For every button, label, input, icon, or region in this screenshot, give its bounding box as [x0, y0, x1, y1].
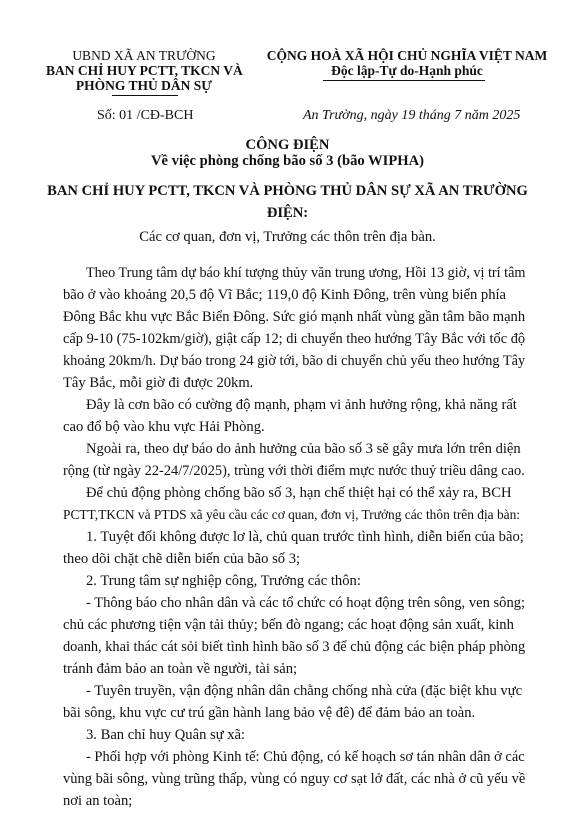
p7-line: - Thông báo cho nhân dân và các tổ chức có hoạt động trên sông, ven sông;: [86, 595, 526, 611]
document-number: Số: 01 /CĐ-BCH: [97, 108, 194, 123]
p10-line: nơi an toàn;: [63, 793, 133, 809]
motto: Độc lập-Tự do-Hạnh phúc: [331, 63, 483, 78]
p1-line: Tây Bắc, mỗi giờ đi được 20km.: [63, 375, 254, 391]
p3-line: Ngoài ra, theo dự báo do ảnh hưởng của bão số 3 sẽ gây mưa lớn trên diện: [86, 441, 521, 457]
recipients: Các cơ quan, đơn vị, Trưởng các thôn trên địa bàn.: [139, 229, 436, 245]
p1-line: cấp 9-10 (75-102km/giờ), giật cấp 12; di chuyển theo hướng Tây Bắc với tốc độ: [63, 331, 526, 347]
authority-line-1: UBND XÃ AN TRƯỜNG: [72, 48, 216, 63]
p3-line: rộng (từ ngày 22-24/7/2025), trùng với thời điểm mực nước thuỷ triều dâng cao.: [63, 463, 525, 479]
p7-line: chủ các phương tiện vận tải thủy; bến đò ngang; các hoạt động sản xuất, kinh: [63, 617, 514, 633]
p7-line: tránh đảm bảo an toàn về người, tài sản;: [63, 661, 298, 677]
p6-line: 2. Trung tâm sự nghiệp công, Trưởng các thôn:: [86, 573, 361, 589]
place-date: An Trường, ngày 19 tháng 7 năm 2025: [303, 108, 521, 123]
document-type: CÔNG ĐIỆN: [245, 137, 330, 153]
p2-line: Đây là cơn bão có cường độ mạnh, phạm vi ảnh hưởng rộng, khả năng rất: [86, 397, 517, 413]
p10-line: - Phối hợp với phòng Kinh tế: Chủ động, có kế hoạch sơ tán nhân dân ở các: [86, 749, 525, 765]
p5-line: 1. Tuyệt đối không được lơ là, chủ quan trước tình hình, diễn biến của bão;: [86, 529, 524, 545]
p8-line: - Tuyên truyền, vận động nhân dân chằng chống nhà cửa (đặc biệt khu vực: [86, 683, 523, 699]
motto-underline: [323, 80, 485, 81]
p10-line: vùng bãi sông, vùng trũng thấp, vùng có nguy cơ sạt lở đất, các nhà ở cũ yếu về: [63, 771, 526, 787]
p1-line: khoảng 20km/h. Dự báo trong 24 giờ tới, bão di chuyển chủ yếu theo hướng Tây: [63, 353, 526, 369]
p1-line: Đông Bắc khu vực Bắc Biển Đông. Sức gió mạnh nhất vùng gần tâm bão mạnh: [63, 309, 526, 325]
national-motto: [262, 48, 552, 78]
p2-line: cao đổ bộ vào khu vực Hải Phòng.: [63, 419, 265, 435]
document-subject: Về việc phòng chống bão số 3 (bão WIPHA): [151, 153, 424, 169]
issuing-authority: [46, 48, 242, 93]
p7-line: doanh, khai thác cát sỏi biết tình hình bão số 3 để chủ động các biện pháp phòng: [63, 639, 526, 655]
p4-line: PCTT,TKCN và PTDS xã yêu cầu các cơ quan, đơn vị, Trưởng các thôn trên địa bàn:: [63, 507, 521, 522]
p4-line: Để chủ động phòng chống bão số 3, hạn chế thiệt hại có thể xảy ra, BCH: [86, 485, 512, 501]
p5-line: theo dõi chặt chẽ diễn biến của bão số 3;: [63, 551, 301, 567]
dien-heading: ĐIỆN:: [266, 205, 309, 221]
issuer-heading: BAN CHỈ HUY PCTT, TKCN VÀ PHÒNG THỦ DÂN SỰ XÃ AN TRƯỜNG: [47, 183, 528, 199]
p9-line: 3. Ban chỉ huy Quân sự xã:: [86, 727, 246, 743]
authority-line-3: PHÒNG THỦ DÂN SỰ: [75, 78, 213, 93]
p1-line: bão ở vào khoảng 20,5 độ Vĩ Bắc; 119,0 độ Kinh Đông, trên vùng biển phía: [63, 287, 507, 303]
authority-line-2: BAN CHỈ HUY PCTT, TKCN VÀ: [46, 63, 243, 78]
authority-underline: [112, 95, 178, 96]
p8-line: bãi sông, khu vực cư trú gần hành lang bảo vệ đê) để đảm bảo an toàn.: [63, 705, 476, 721]
p1-line: Theo Trung tâm dự báo khí tượng thủy văn trung ương, Hồi 13 giờ, vị trí tâm: [86, 265, 526, 281]
country-name: CỘNG HOÀ XÃ HỘI CHỦ NGHĨA VIỆT NAM: [266, 48, 548, 63]
